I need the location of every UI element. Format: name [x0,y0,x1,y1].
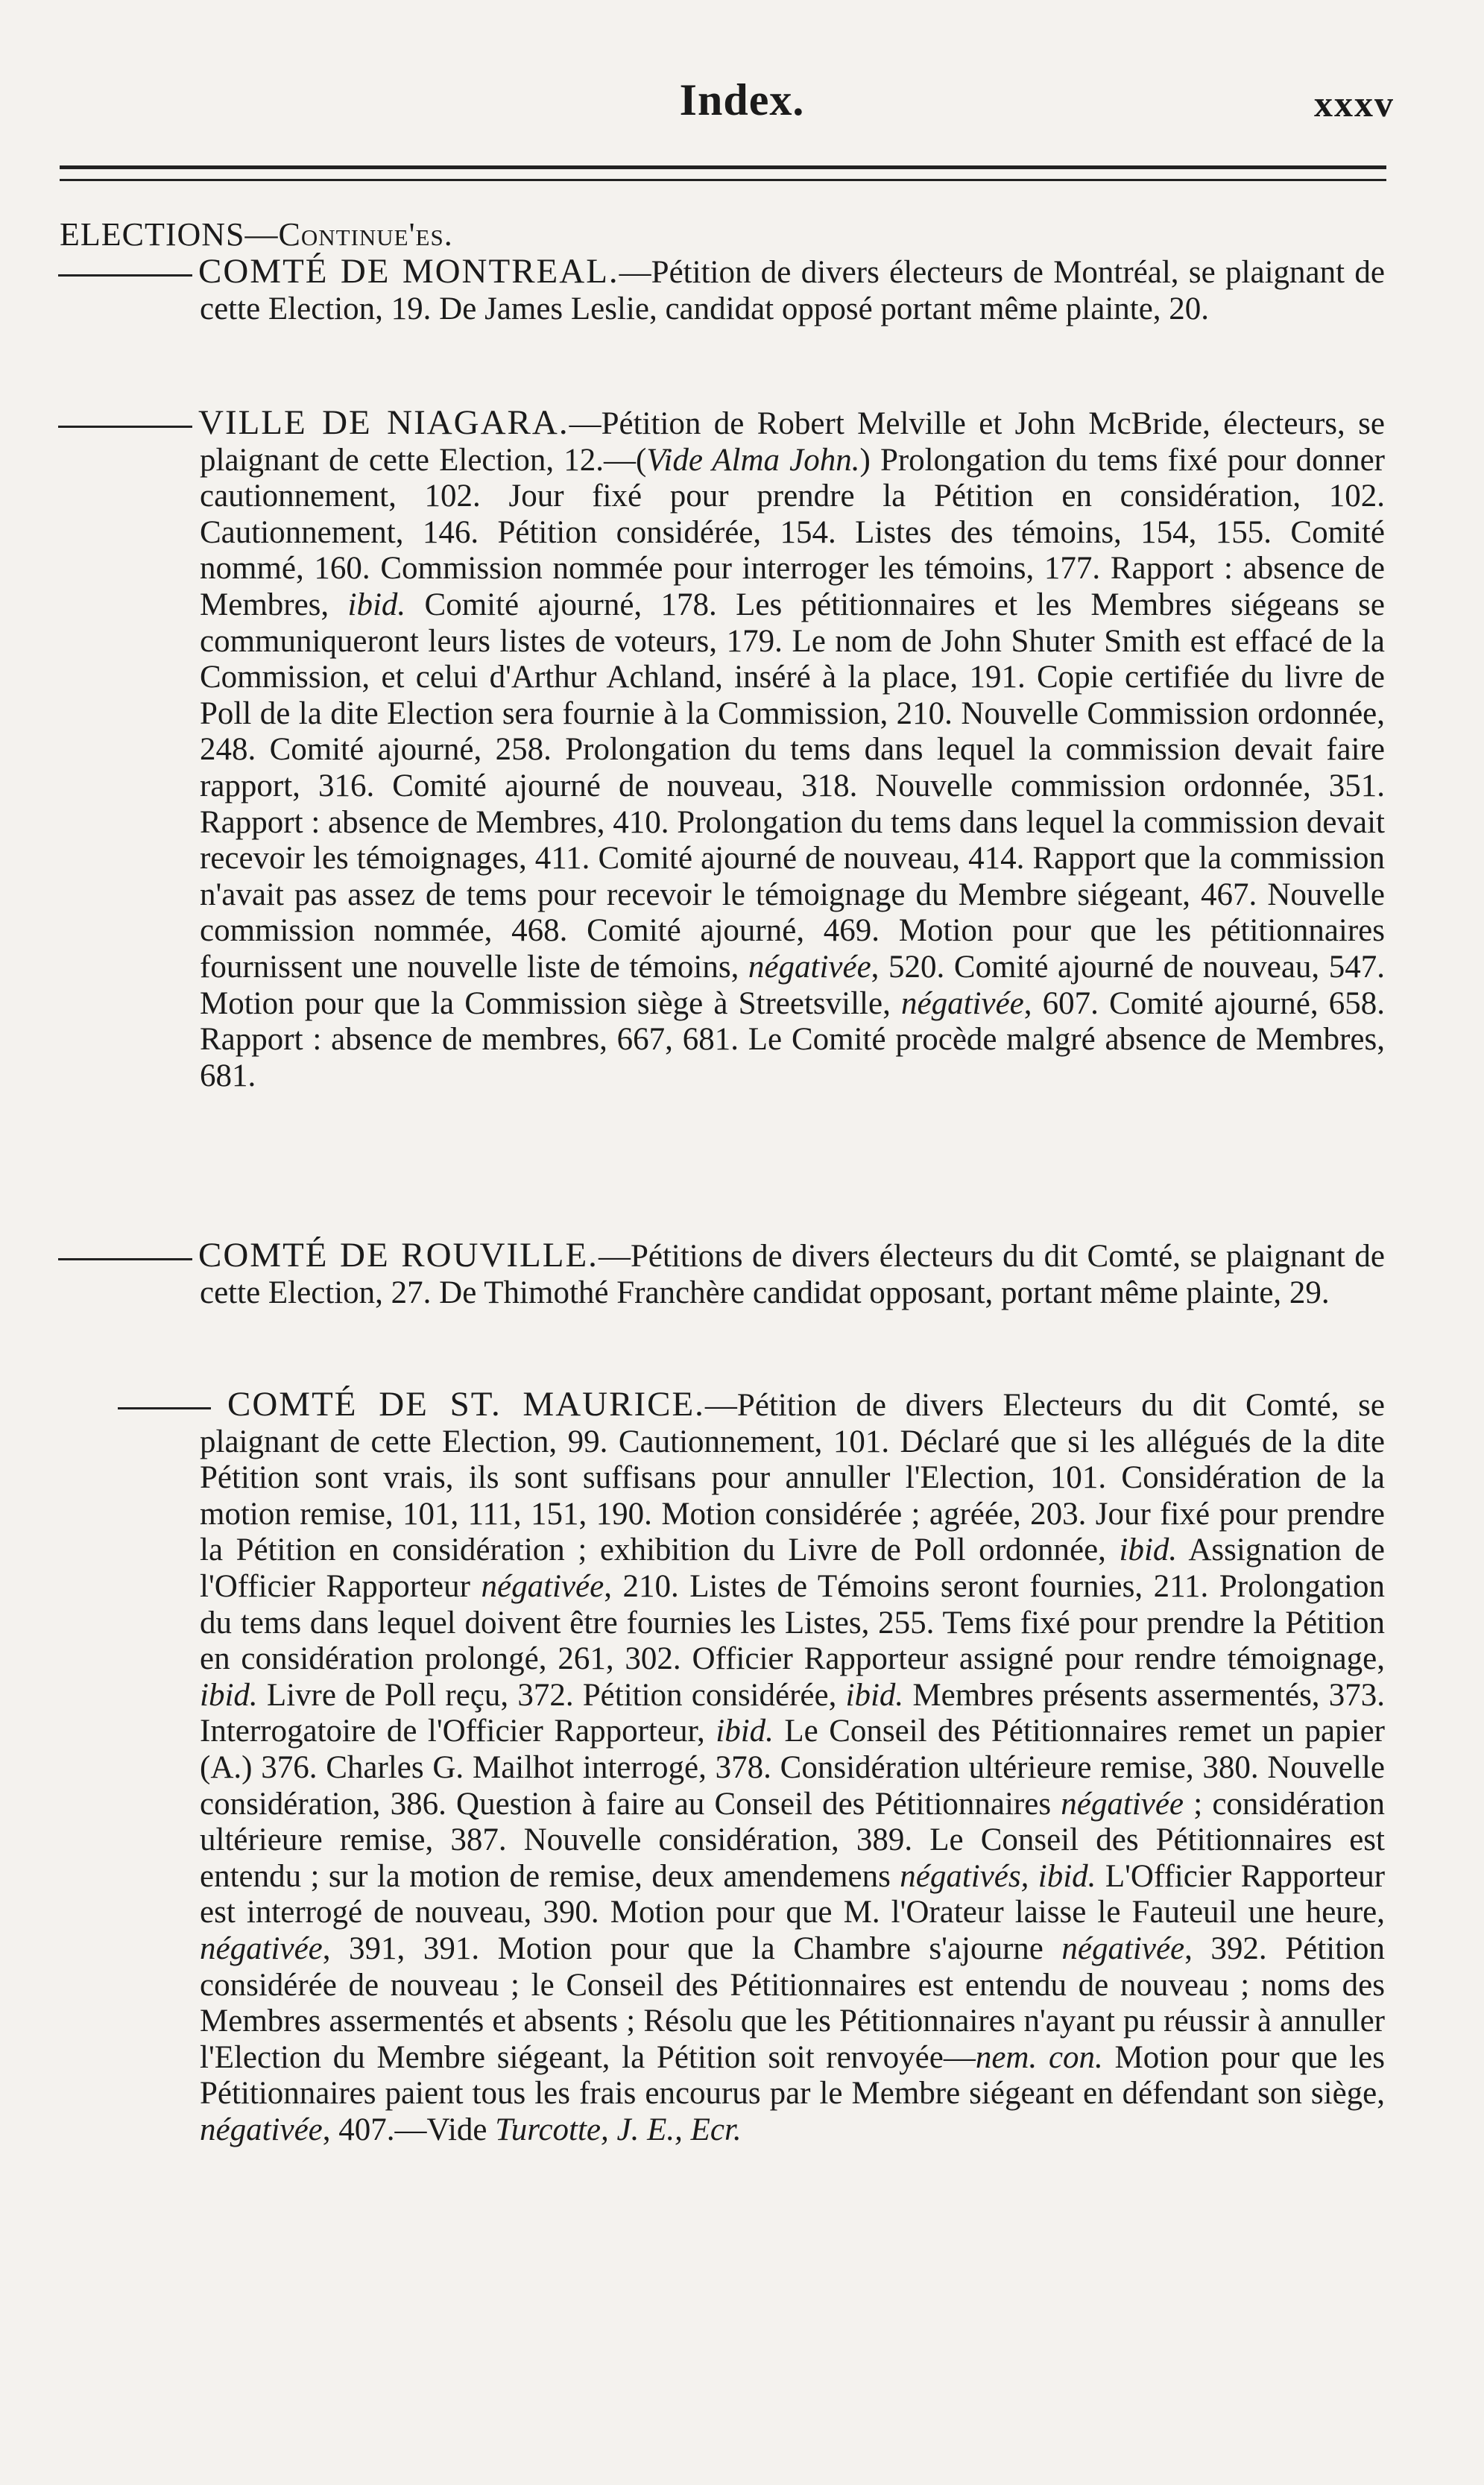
ibid-mark: ibid. [845,1677,904,1713]
ibid-mark: ibid. [347,587,406,622]
entry-text: Livre de Poll reçu, 372. Pétition considérée, [257,1677,846,1713]
entry-dash [118,1407,211,1409]
entry-text: Membres présents assermentés, 373. Interrogatoire de l'Officier Rapporteur, [200,1677,1385,1749]
entry-text: Comité ajourné, 178. Les pétitionnaires et les Membres siégeans se communiqueront leurs listes de voteurs, 179. Le nom de John Shuter Smith est effacé de la Commission, et celui d'Arthur Achland, inséré à la place, 191. Copie certifiée du livre de Poll de la dite Election sera fournie à la Commission, 210. Nouvelle Commission ordonnée, 248. Comité ajourné, 258. Prolongation du tems dans lequel la commission devait faire rapport, 316. Comité ajourné de nouveau, 318. Nouvelle commission ordonnée, 351. Rapport : absence de Membres, 410. Prolongation du tems dans lequel la commission devait recevoir les témoignages, 411. Comité ajourné de nouveau, 414. Rapport que la commission n'avait pas assez de tems pour recevoir le témoignage du Membre siégeant, 467. Nouvelle commission nommée, 468. Comité ajourné, 469. Motion pour que les pétitionnaires fournissent une nouvelle liste de témoins, [200,587,1386,985]
entry-text: —Pétition de Robert Melville et John McBride, électeurs, se plaignant de cette Election, 12.—( [200,406,1385,478]
section-heading [60,216,453,253]
negativee-mark: négativée [1061,1930,1185,1966]
negativee-mark: négativée [901,985,1024,1021]
ibid-mark: ibid. [200,1677,258,1713]
cross-reference: Vide Alma John. [646,442,860,478]
index-entry [58,405,1385,1094]
ibid-mark: ibid. [716,1714,774,1749]
negativee-mark: négativée [748,949,871,985]
entry-text: Le Conseil des Pétitionnaires remet un papier (A.) 376. Charles G. Mailhot interrogé, 378. Considération ultérieure remise, 380. Nouvelle considération, 386. Question à faire au Conseil des Pétitionnaires [200,1714,1385,1822]
entry-text: , 391, 391. Motion pour que la Chambre s'ajourne [322,1930,1062,1966]
entry-heading: VILLE DE NIAGARA. [198,403,569,442]
entry-text: —Pétition de divers électeurs de Montréal, se plaignant de cette Election, 19. De James Leslie, candidat opposé portant même plainte, 20. [200,255,1385,326]
entry-text: ) Prolongation du tems fixé pour donner cautionnement, 102. Jour fixé pour prendre la Pétition en considération, 102. Cautionnement, 146. Pétition considérée, 154. Listes des témoins, 154, 155. Comité nommé, 160. Commission nommée pour interroger les témoins, 177. Rapport : absence de Membres, [200,442,1385,622]
entry-text: —Pétitions de divers électeurs du dit Comté, se plaignant de cette Election, 27. De Thimothé Franchère candidat opposant, portant même plainte, 29. [200,1239,1385,1310]
page-number: xxxv [1314,83,1395,124]
entry-text: , 407.—Vide [322,2112,496,2147]
negativee-mark: négativée [200,2112,323,2147]
section-name: ELECTIONS [60,216,245,253]
entry-dash [58,1258,192,1260]
entry-dash [58,274,192,277]
entry-text: L'Officier Rapporteur est interrogé de nouveau, 390. Motion pour que M. l'Orateur laisse le Fauteuil une heure, [200,1858,1386,1930]
entry-text: , 607. Comité ajourné, 658. Rapport : absence de membres, 667, 681. Le Comité procède malgré absence de Membres, 681. [200,985,1385,1093]
header-rule-thick [60,165,1386,169]
entry-heading: COMTÉ DE ROUVILLE. [198,1236,599,1275]
index-entry [58,253,1385,327]
entry-heading: COMTÉ DE ST. MAURICE. [227,1385,705,1424]
index-entry [58,1237,1385,1311]
index-entry [58,1386,1385,2148]
negativee-mark: négativée [200,1930,323,1966]
entry-text: , 520. Comité ajourné de nouveau, 547. Motion pour que la Commission siège à Streetsville, [200,949,1385,1021]
entry-text: , 392. Pétition considérée de nouveau ; le Conseil des Pétitionnaires est entendu de nouveau ; noms des Membres assermentés et absents ; Résolu que les Pétitionnaires n'ayant pu réussir à annuller l'Election du Membre siégeant, la Pétition soit renvoyée— [200,1930,1385,2075]
page-header [0,75,1484,134]
negativee-mark: négativée [481,1568,604,1604]
section-continued: —Continue'es. [244,216,453,253]
entry-heading: COMTÉ DE MONTREAL. [198,252,619,291]
entry-text: Assignation de l'Officier Rapporteur [200,1532,1385,1604]
entry-text: Motion pour que les Pétitionnaires paient tous les frais encourus par le Membre siégeant en défendant son siège, [200,2039,1385,2112]
ibid-mark: ibid. [1119,1532,1178,1568]
header-rule-thin [60,179,1386,181]
negativee-mark: négativés, ibid. [900,1858,1096,1894]
nem-con-mark: nem. con. [975,2039,1103,2075]
page-title: Index. [679,75,805,124]
cross-reference: Turcotte, J. E., Ecr. [495,2112,742,2147]
entry-text: , 210. Listes de Témoins seront fournies, 211. Prolongation du tems dans lequel doivent être fournies les Listes, 255. Tems fixé pour prendre la Pétition en considération prolongé, 261, 302. Officier Rapporteur assigné pour rendre témoignage, [200,1568,1385,1677]
negativee-mark: négativée [1061,1786,1184,1822]
entry-text: —Pétition de divers Electeurs du dit Comté, se plaignant de cette Election, 99. Cautionnement, 101. Déclaré que si les allégués de la dite Pétition sont vrais, ils sont suffisans pour annuller l'Election, 101. Considération de la motion remise, 101, 111, 151, 190. Motion considérée ; agréée, 203. Jour fixé pour prendre la Pétition en considération ; exhibition du Livre de Poll ordonnée, [200,1388,1385,1568]
entry-text: ; considération ultérieure remise, 387. Nouvelle considération, 389. Le Conseil des Pétitionnaires est entendu ; sur la motion de remise, deux amendemens [200,1786,1385,1894]
entry-dash [58,426,192,428]
